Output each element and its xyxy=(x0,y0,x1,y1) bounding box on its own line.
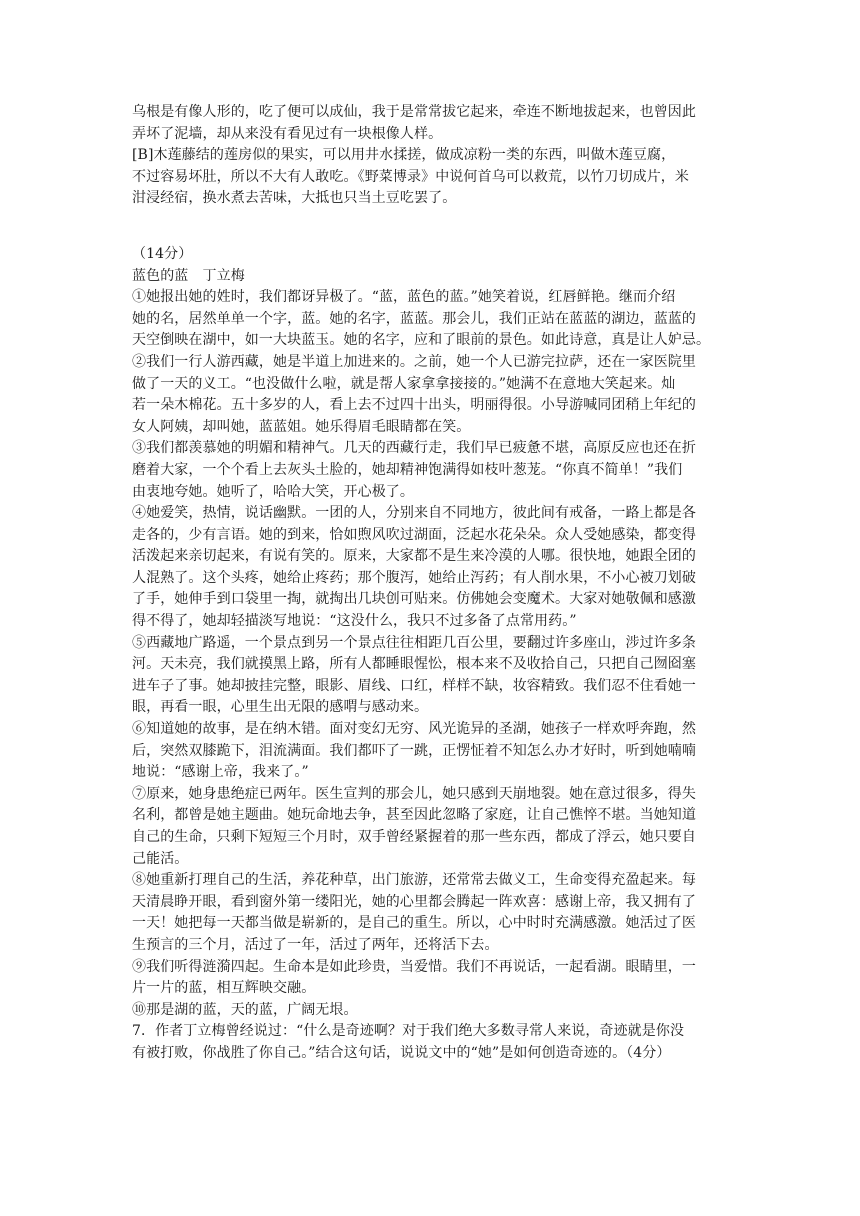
text-line: ③我们都羡慕她的明媚和精神气。几天的西藏行走，我们早已疲惫不堪，高原反应也还在折 xyxy=(132,440,696,457)
text-line: 天空倒映在湖中，如一大块蓝玉。她的名字，应和了眼前的景色。如此诗意，真是让人妒忌。 xyxy=(132,332,711,349)
text-line: 名利，都曾是她主题曲。她玩命地去争，甚至因此忽略了家庭，让自己憔悴不堪。当她知道 xyxy=(132,807,696,824)
text-line: 人混熟了。这个头疼，她给止疼药；那个腹泻，她给止泻药；有人削水果，不小心被刀划破 xyxy=(132,569,696,586)
text-line: 她的名，居然单单一个字，蓝。她的名字，蓝蓝。那会儿，我们正站在蓝蓝的湖边，蓝蓝的 xyxy=(132,310,696,327)
text-line: ⑩那是湖的蓝，天的蓝，广阔无垠。 xyxy=(132,1001,358,1018)
text-line: ⑧她重新打理自己的生活，养花种草，出门旅游，还常常去做义工，生命变得充盈起来。每 xyxy=(132,872,696,889)
text-line: 了手，她伸手到口袋里一掏，就掏出几块创可贴来。仿佛她会变魔术。大家对她敬佩和感激 xyxy=(132,591,696,608)
text-line: 不过容易坏肚，所以不大有人敢吃。《野菜博录》中说何首乌可以救荒，以竹刀切成片，米 xyxy=(132,168,689,185)
text-line: 得不得了，她却轻描淡写地说：“这没什么，我只不过多备了点常用药。” xyxy=(132,613,577,630)
passage-a-tail xyxy=(132,102,738,210)
text-line: ⑥知道她的故事，是在纳木错。面对变幻无穷、风光诡异的圣湖，她孩子一样欢呼奔跑，然 xyxy=(132,721,696,738)
text-line: ④她爱笑，热情，说话幽默。一团的人，分别来自不同地方，彼此间有戒备，一路上都是各 xyxy=(132,505,696,522)
text-line: 眼，再看一眼，心里生出无限的感喟与感动来。 xyxy=(132,699,429,716)
text-line: ①她报出她的姓时，我们都讶异极了。“蓝，蓝色的蓝。”她笑着说，红唇鲜艳。继而介绍 xyxy=(132,289,676,306)
text-line: 做了一天的义工。“也没做什么啦，就是帮人家拿拿接接的。”她满不在意地大笑起来。灿 xyxy=(132,375,676,392)
text-line: 生预言的三个月，活过了一年，活过了两年，还将活下去。 xyxy=(132,936,499,953)
text-line: 乌根是有像人形的，吃了便可以成仙，我于是常常拔它起来，牵连不断地拔起来，也曾因此 xyxy=(132,104,696,120)
text-line: 女人阿姨，却叫她，蓝蓝姐。她乐得眉毛眼睛都在笑。 xyxy=(132,418,471,435)
section-header xyxy=(132,244,738,287)
text-line: 片一片的蓝，相互辉映交融。 xyxy=(132,980,316,997)
section-score: （14分） xyxy=(132,245,193,262)
text-line: 磨着大家，一个个看上去灰头土脸的，她却精神饱满得如枝叶葱茏。“你真不简单！”我们 xyxy=(132,461,683,478)
question-line: 有被打败，你战胜了你自己。”结合这句话，说说文中的“她”是如何创造奇迹的。（4分） xyxy=(132,1044,671,1061)
text-line: 进车子了事。她却披挂完整，眼影、眉线、口红，样样不缺，妆容精致。我们忍不住看她一 xyxy=(132,677,696,694)
text-line: 后，突然双膝跪下，泪流满面。我们都吓了一跳，正愣怔着不知怎么办才好时，听到她喃喃 xyxy=(132,742,696,759)
text-line: 由衷地夸她。她听了，哈哈大笑，开心极了。 xyxy=(132,483,414,500)
text-line: 若一朵木棉花。五十多岁的人，看上去不过四十出头，明丽得很。小导游喊同团稍上年纪的 xyxy=(132,397,696,414)
text-line: [B]木莲藤结的莲房似的果实，可以用井水揉搓，做成凉粉一类的东西，叫做木莲豆腐， xyxy=(132,147,676,164)
question-7 xyxy=(132,1021,738,1064)
text-line: 己能活。 xyxy=(132,850,189,867)
story-title: 蓝色的蓝 丁立梅 xyxy=(132,267,245,284)
text-line: 一天！她把每一天都当做是崭新的，是自己的重生。所以，心中时时充满感激。她活过了医 xyxy=(132,915,696,932)
text-line: 走各的，少有言语。她的到来，恰如煦风吹过湖面，泛起水花朵朵。众人受她感染，都变得 xyxy=(132,526,696,543)
text-line: 泔浸经宿，换水煮去苦味，大抵也只当土豆吃罢了。 xyxy=(132,190,457,207)
text-line: ⑨我们听得涟漪四起。生命本是如此珍贵，当爱惜。我们不再说话，一起看湖。眼睛里，一 xyxy=(132,958,696,975)
text-line: ⑦原来，她身患绝症已两年。医生宣判的那会儿，她只感到天崩地裂。她在意过很多，得失 xyxy=(132,785,696,802)
document-page xyxy=(132,102,738,1065)
story-body xyxy=(132,287,738,1021)
text-line: ②我们一行人游西藏，她是半道上加进来的。之前，她一个人已游完拉萨，还在一家医院里 xyxy=(132,353,696,370)
text-line: 河。天未亮，我们就摸黑上路，所有人都睡眼惺忪，根本来不及收拾自己，只把自己囫囵塞 xyxy=(132,656,696,673)
text-line: 弄坏了泥墙，却从来没有看见过有一块根像人样。 xyxy=(132,125,443,142)
text-line: 自己的生命，只剩下短短三个月时，双手曾经紧握着的那一些东西，都成了浮云，她只要自 xyxy=(132,829,696,845)
text-line: 地说：“感谢上帝，我来了。” xyxy=(132,764,309,781)
text-line: 天清晨睁开眼，看到窗外第一缕阳光，她的心里都会腾起一阵欢喜：感谢上帝，我又拥有了 xyxy=(132,893,696,910)
question-line: 7．作者丁立梅曾经说过：“什么是奇迹啊？对于我们绝大多数寻常人来说，奇迹就是你没 xyxy=(132,1023,685,1040)
spacer xyxy=(132,210,738,244)
text-line: 活泼起来亲切起来，有说有笑的。原来，大家都不是生来冷漠的人哪。很快地，她跟全团的 xyxy=(132,548,696,565)
text-line: ⑤西藏地广路遥，一个景点到另一个景点往往相距几百公里，要翻过许多座山，涉过许多条 xyxy=(132,634,696,651)
